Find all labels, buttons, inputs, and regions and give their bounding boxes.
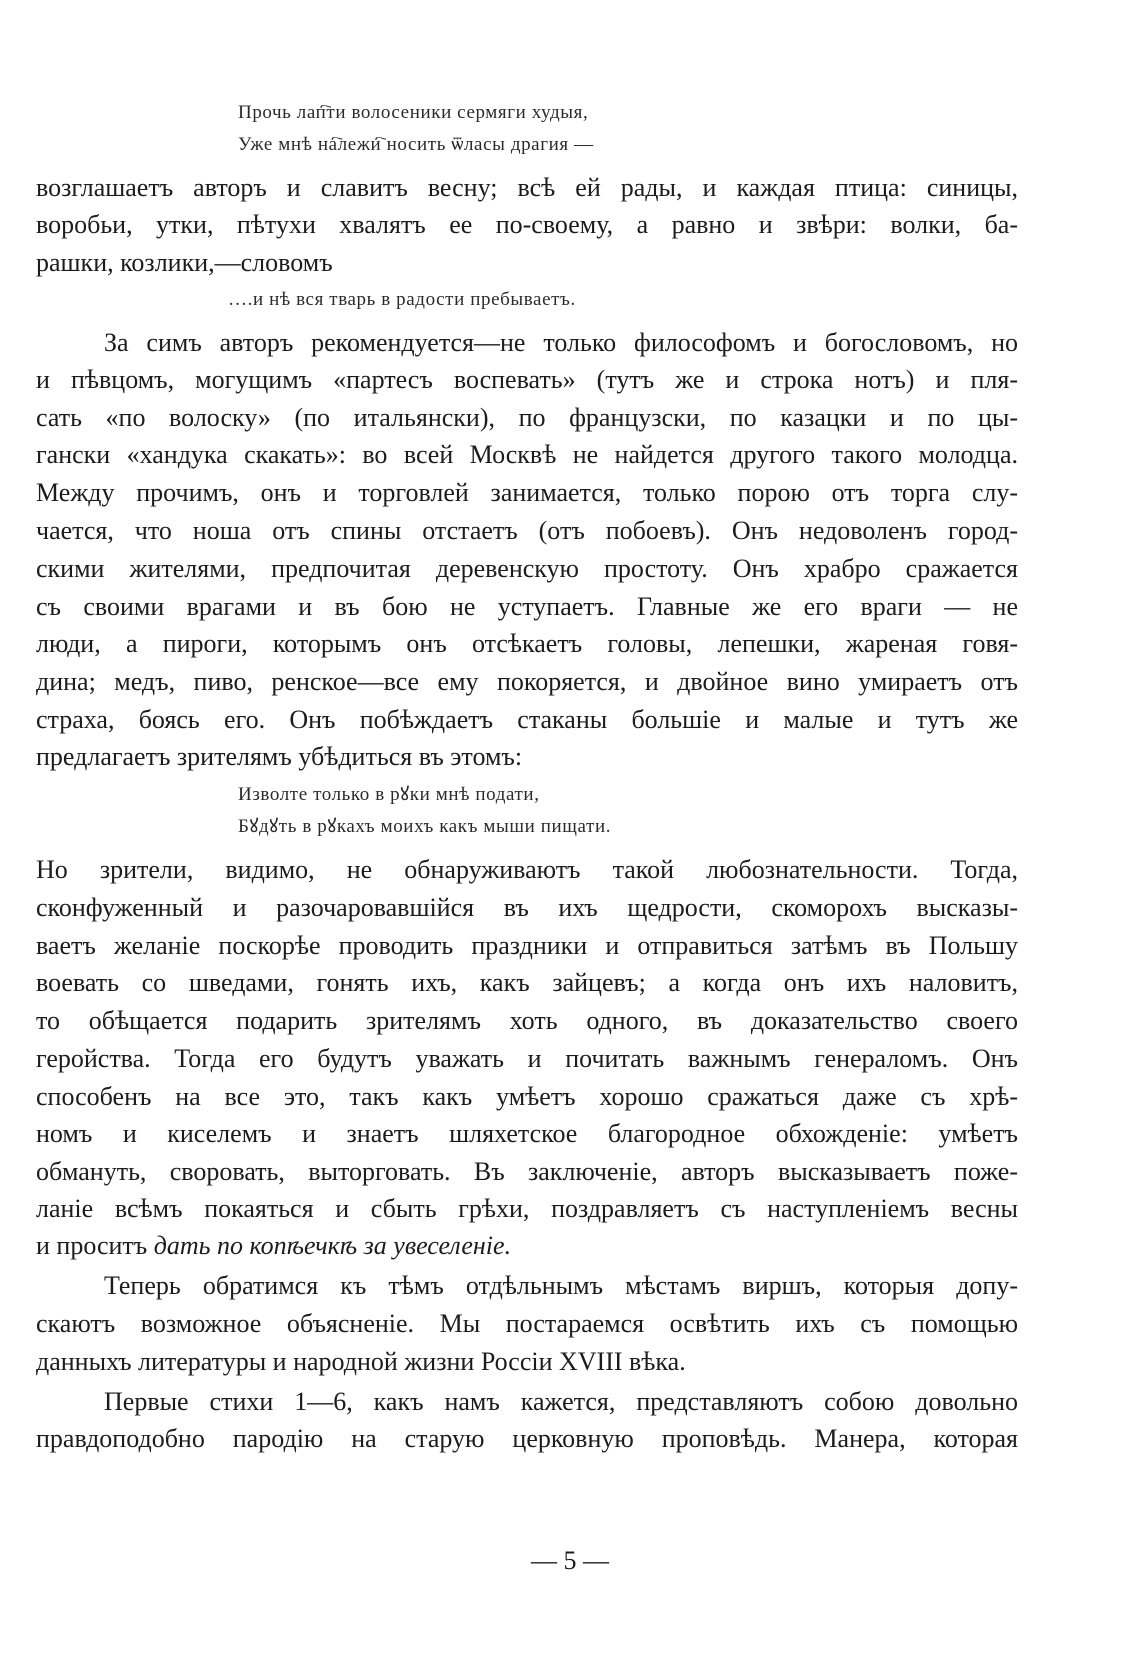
text-line: Но зрители, видимо, не обнаруживаютъ такой любознательности. Тогда, bbox=[36, 855, 1018, 884]
text-line: номъ и киселемъ и знаетъ шляхетское благородное обхожденіе: умѣетъ bbox=[36, 1119, 1018, 1148]
text-line: Теперь обратимся къ тѣмъ отдѣльнымъ мѣстамъ виршъ, которыя допу- bbox=[104, 1271, 1018, 1300]
text-line: сать «по волоску» (по итальянски), по французски, по казацки и по цы- bbox=[36, 403, 1018, 432]
text-line: дина; медъ, пиво, ренское—все ему покоряется, и двойное вино умираетъ отъ bbox=[36, 667, 1018, 696]
text-line: съ своими врагами и въ бою не уступаетъ. Главные же его враги — не bbox=[36, 592, 1018, 621]
text-line: и пѣвцомъ, могущимъ «партесъ воспевать» (тутъ же и строка нотъ) и пля- bbox=[36, 365, 1018, 394]
text-line: правдоподобно пародію на старую церковную проповѣдь. Манера, которая bbox=[36, 1424, 1018, 1453]
text-line: сконфуженный и разочаровавшійся въ ихъ щедрости, скоморохъ высказы- bbox=[36, 893, 1018, 922]
text-line: За симъ авторъ рекомендуется—не только философомъ и богословомъ, но bbox=[104, 328, 1018, 357]
italic-phrase: дать по копѣечкѣ за увеселеніе. bbox=[153, 1231, 512, 1260]
text-line: скими жителями, предпочитая деревенскую простоту. Онъ храбро сражается bbox=[36, 554, 1018, 583]
text-line: то обѣщается подарить зрителямъ хоть одного, въ доказательство своего bbox=[36, 1006, 1018, 1035]
verse-line: Прочь лап҇ти волосеники сермяги худыя, bbox=[238, 102, 589, 123]
text-line: воевать со шведами, гонять ихъ, какъ зайцевъ; а когда онъ ихъ наловитъ, bbox=[36, 968, 1018, 997]
text-line: данныхъ литературы и народной жизни Россіи XVIII вѣка. bbox=[36, 1347, 686, 1376]
text-run: и проситъ bbox=[36, 1231, 154, 1260]
text-line: гански «хандука скакать»: во всей Москвѣ не найдется другого такого молодца. bbox=[36, 440, 1018, 469]
text-line: люди, а пироги, которымъ онъ отсѣкаетъ головы, лепешки, жареная говя- bbox=[36, 629, 1018, 658]
text-line: рашки, козлики,—словомъ bbox=[36, 248, 333, 277]
text-line: геройства. Тогда его будутъ уважать и почитать важнымъ генераломъ. Онъ bbox=[36, 1044, 1018, 1073]
text-line: ланіе всѣмъ покаяться и сбыть грѣхи, поздравляетъ съ наступленіемъ весны bbox=[36, 1194, 1018, 1223]
text-line: скаютъ возможное объясненіе. Мы постараемся освѣтить ихъ съ помощью bbox=[36, 1309, 1018, 1338]
verse-line: ….и нѣ вся тварь в радости пребываетъ. bbox=[228, 289, 576, 310]
text-line: воробьи, утки, пѣтухи хвалятъ ее по-своему, а равно и звѣри: волки, ба- bbox=[36, 210, 1018, 239]
text-line: страха, боясь его. Онъ побѣждаетъ стаканы большіе и малые и тутъ же bbox=[36, 705, 1018, 734]
text-line bbox=[36, 1233, 1018, 1259]
text-line: возглашаетъ авторъ и славитъ весну; всѣ ей рады, и каждая птица: синицы, bbox=[36, 173, 1018, 202]
text-line: чается, что ноша отъ спины отстаетъ (отъ побоевъ). Онъ недоволенъ город- bbox=[36, 516, 1018, 545]
text-line: способенъ на все это, такъ какъ умѣетъ хорошо сражаться даже съ хрѣ- bbox=[36, 1082, 1018, 1111]
page-number: — 5 — bbox=[531, 1546, 609, 1575]
verse-line: Уже мнѣ на҇лежи҇ носить ѿласы драгия — bbox=[238, 134, 594, 155]
text-line: ваетъ желаніе поскорѣе проводить праздники и отправиться затѣмъ въ Польшу bbox=[36, 931, 1018, 960]
text-line: обмануть, своровать, выторговать. Въ заключеніе, авторъ высказываетъ поже- bbox=[36, 1157, 1018, 1186]
text-line: Между прочимъ, онъ и торговлей занимается, только порою отъ торга слу- bbox=[36, 478, 1018, 507]
text-line: предлагаетъ зрителямъ убѣдиться въ этомъ: bbox=[36, 742, 523, 771]
text-line: Первые стихи 1—6, какъ намъ кажется, представляютъ собою довольно bbox=[104, 1387, 1018, 1416]
verse-line: Бꙋдꙋть в рꙋкахъ моихъ какъ мыши пищати. bbox=[238, 816, 612, 837]
verse-line: Изволте только в рꙋки мнѣ подати, bbox=[238, 784, 540, 805]
